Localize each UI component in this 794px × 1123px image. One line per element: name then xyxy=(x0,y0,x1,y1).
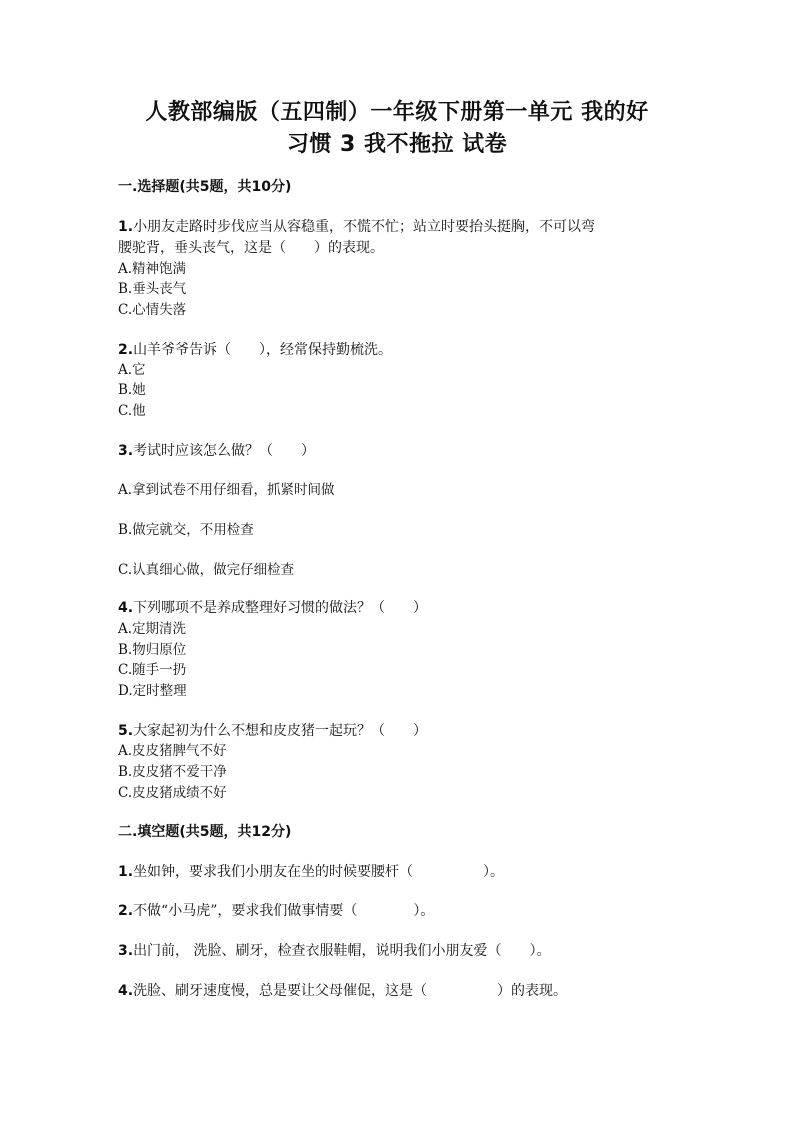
question-1-option-a[interactable]: A.精神饱满 xyxy=(118,261,187,277)
fill-question-2[interactable] xyxy=(118,901,688,921)
question-3-option-c[interactable]: C.认真细心做，做完仔细检查 xyxy=(118,562,295,578)
exam-title-line-2: 习惯 3 我不拖拉 试卷 xyxy=(286,132,508,157)
fill-question-3[interactable] xyxy=(118,941,688,961)
question-text: 山羊爷爷告诉（ ），经常保持勤梳洗。 xyxy=(133,342,393,358)
question-4-option-d[interactable]: D.定时整理 xyxy=(118,683,187,699)
question-number: 4. xyxy=(118,983,134,999)
question-number: 3. xyxy=(118,943,134,959)
question-5-line-1 xyxy=(118,721,688,741)
question-number: 5. xyxy=(118,723,134,739)
section-heading-choice: 一.选择题(共5题，共10分) xyxy=(118,179,292,195)
question-text: 大家起初为什么不想和皮皮猪一起玩？（ ） xyxy=(133,723,428,739)
question-5-option-c[interactable]: C.皮皮猪成绩不好 xyxy=(118,785,227,801)
question-2-line-1 xyxy=(118,340,688,360)
question-number: 2. xyxy=(118,342,134,358)
question-text: 出门前， 洗脸、刷牙，检查衣服鞋帽，说明我们小朋友爱（ ）。 xyxy=(133,943,551,959)
question-4-option-a[interactable]: A.定期清洗 xyxy=(118,621,187,637)
question-2-option-b[interactable]: B.她 xyxy=(118,382,146,398)
question-3-option-b[interactable]: B.做完就交，不用检查 xyxy=(118,522,254,538)
question-text: 坐如钟，要求我们小朋友在坐的时候要腰杆（ ）。 xyxy=(133,864,505,880)
fill-question-4[interactable] xyxy=(118,981,688,1001)
question-text: 下列哪项不是养成整理好习惯的做法？（ ） xyxy=(133,600,428,616)
question-1-line-1 xyxy=(118,217,688,237)
question-text: 小朋友走路时步伐应当从容稳重，不慌不忙；站立时要抬头挺胸，不可以弯 xyxy=(133,219,596,235)
question-number: 1. xyxy=(118,219,134,235)
question-3-option-a[interactable]: A.拿到试卷不用仔细看，抓紧时间做 xyxy=(118,482,335,498)
section-heading-fill: 二.填空题(共5题，共12分) xyxy=(118,824,292,840)
question-2-option-a[interactable]: A.它 xyxy=(118,362,146,378)
question-text: 洗脸、刷牙速度慢，总是要让父母催促，这是（ ）的表现。 xyxy=(133,983,568,999)
question-5-option-a[interactable]: A.皮皮猪脾气不好 xyxy=(118,743,227,759)
question-4-line-1 xyxy=(118,598,688,618)
question-1-option-c[interactable]: C.心情失落 xyxy=(118,302,187,318)
question-1-line-2: 腰驼背，垂头丧气，这是（ ）的表现。 xyxy=(118,240,384,256)
question-4-option-c[interactable]: C.随手一扔 xyxy=(118,662,187,678)
question-text: 考试时应该怎么做？（ ） xyxy=(133,443,316,459)
fill-question-1[interactable] xyxy=(118,862,688,882)
exam-title-line-1: 人教部编版（五四制）一年级下册第一单元 我的好 xyxy=(145,100,649,125)
question-number: 2. xyxy=(118,903,134,919)
question-2-option-c[interactable]: C.他 xyxy=(118,403,146,419)
question-5-option-b[interactable]: B.皮皮猪不爱干净 xyxy=(118,764,227,780)
question-1-option-b[interactable]: B.垂头丧气 xyxy=(118,281,187,297)
question-number: 3. xyxy=(118,443,134,459)
question-3-line-1 xyxy=(118,441,688,461)
question-text: 不做“小马虎”，要求我们做事情要（ ）。 xyxy=(133,903,435,919)
question-4-option-b[interactable]: B.物归原位 xyxy=(118,642,187,658)
question-number: 4. xyxy=(118,600,134,616)
question-number: 1. xyxy=(118,864,134,880)
